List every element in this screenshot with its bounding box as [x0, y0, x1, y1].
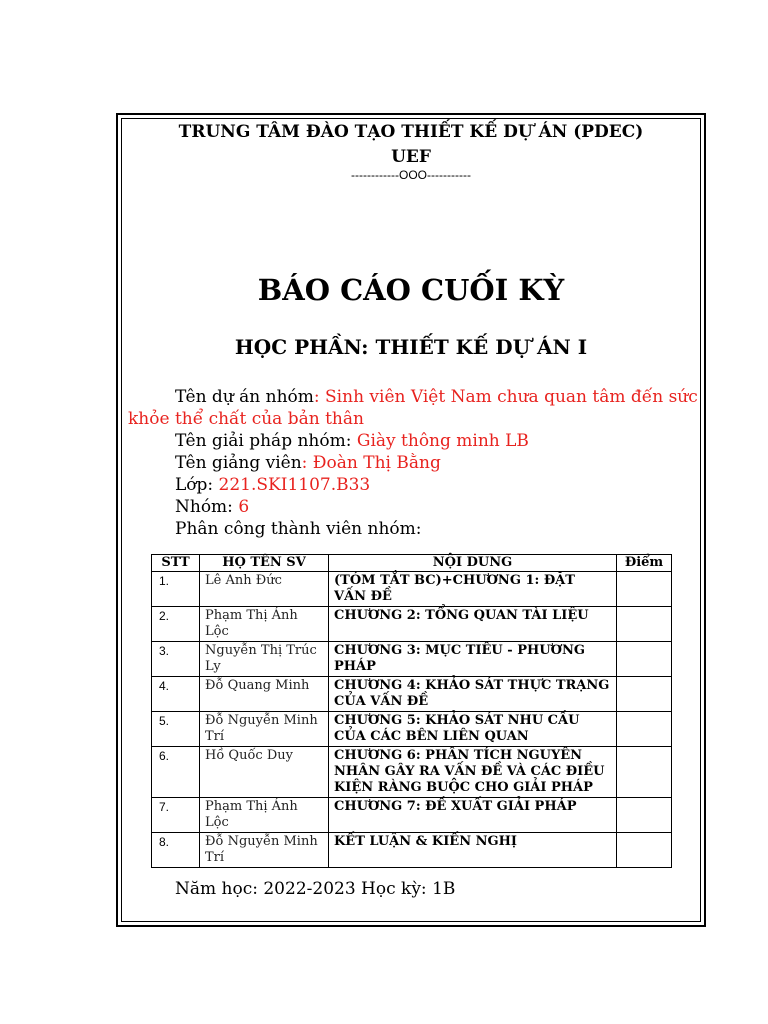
row-stt: 7.	[152, 798, 200, 833]
row-stt: 3.	[152, 642, 200, 677]
table-header-row	[152, 555, 672, 572]
row-name: Lê Anh Đức	[200, 572, 329, 607]
row-content: CHƯƠNG 6: PHÂN TÍCH NGUYÊN NHÂN GÂY RA VẤN ĐỀ VÀ CÁC ĐIỀU KIỆN RÀNG BUỘC CHO GIẢI PHÁP	[329, 747, 617, 798]
table-row	[152, 798, 672, 833]
project-info	[128, 386, 698, 540]
row-stt: 2.	[152, 607, 200, 642]
class-label: Lớp:	[175, 475, 219, 495]
row-score	[617, 747, 672, 798]
row-name: Đỗ Nguyễn Minh Trí	[200, 833, 329, 868]
row-stt: 5.	[152, 712, 200, 747]
assignment-label: Phân công thành viên nhóm:	[175, 519, 422, 539]
project-label: Tên dự án nhóm	[175, 387, 314, 407]
row-content: KẾT LUẬN & KIẾN NGHỊ	[329, 833, 617, 868]
row-name: Phạm Thị Ánh Lộc	[200, 798, 329, 833]
lecturer-line	[128, 452, 698, 474]
report-title: BÁO CÁO CUỐI KỲ	[257, 273, 565, 307]
row-content: CHƯƠNG 5: KHẢO SÁT NHU CẦU CỦA CÁC BÊN LIÊN QUAN	[329, 712, 617, 747]
member-assignment-table	[151, 554, 672, 868]
group-value: 6	[238, 497, 250, 517]
organization-name: TRUNG TÂM ĐÀO TẠO THIẾT KẾ DỰ ÁN (PDEC)	[178, 122, 644, 142]
row-name: Hồ Quốc Duy	[200, 747, 329, 798]
table-row	[152, 607, 672, 642]
row-score	[617, 677, 672, 712]
group-line	[128, 496, 698, 518]
row-score	[617, 833, 672, 868]
row-name: Phạm Thị Ánh Lộc	[200, 607, 329, 642]
row-score	[617, 607, 672, 642]
row-content: CHƯƠNG 2: TỔNG QUAN TÀI LIỆU	[329, 607, 617, 642]
table-row	[152, 747, 672, 798]
table-row	[152, 642, 672, 677]
solution-label: Tên giải pháp nhóm:	[175, 431, 357, 451]
table-row	[152, 833, 672, 868]
row-content: CHƯƠNG 3: MỤC TIÊU - PHƯƠNG PHÁP	[329, 642, 617, 677]
row-score	[617, 712, 672, 747]
row-content: CHƯƠNG 7: ĐỀ XUẤT GIẢI PHÁP	[329, 798, 617, 833]
class-value: 221.SKI1107.B33	[218, 475, 371, 495]
lecturer-label: Tên giảng viên	[175, 453, 302, 473]
table-row	[152, 677, 672, 712]
solution-value: Giày thông minh LB	[356, 431, 529, 451]
project-value: : Sinh viên Việt Nam chưa quan tâm đến sức	[313, 387, 698, 407]
row-content: CHƯƠNG 4: KHẢO SÁT THỰC TRẠNG CỦA VẤN ĐỀ	[329, 677, 617, 712]
row-stt: 8.	[152, 833, 200, 868]
header-score: Điểm	[617, 555, 672, 572]
table-row	[152, 572, 672, 607]
header-separator: ------------OOO-----------	[351, 168, 471, 182]
table-row	[152, 712, 672, 747]
row-stt: 1.	[152, 572, 200, 607]
row-stt: 6.	[152, 747, 200, 798]
row-score	[617, 642, 672, 677]
course-subtitle: HỌC PHẦN: THIẾT KẾ DỰ ÁN I	[234, 335, 588, 359]
row-content: (TÓM TẮT BC)+CHƯƠNG 1: ĐẶT VẤN ĐỀ	[329, 572, 617, 607]
group-label: Nhóm:	[175, 497, 239, 517]
organization-header	[121, 120, 701, 170]
lecturer-value: : Đoàn Thị Bằng	[301, 453, 441, 473]
project-name-line	[128, 386, 698, 408]
row-score	[617, 798, 672, 833]
row-stt: 4.	[152, 677, 200, 712]
header-name: HỌ TÊN SV	[200, 555, 329, 572]
row-score	[617, 572, 672, 607]
organization-abbrev: UEF	[391, 147, 431, 167]
academic-year: Năm học: 2022-2023 Học kỳ: 1B	[175, 879, 456, 899]
solution-line	[128, 430, 698, 452]
row-name: Đỗ Quang Minh	[200, 677, 329, 712]
header-content: NỘI DUNG	[329, 555, 617, 572]
project-value-cont: khỏe thể chất của bản thân	[128, 409, 364, 429]
header-stt: STT	[152, 555, 200, 572]
class-line	[128, 474, 698, 496]
row-name: Nguyễn Thị Trúc Ly	[200, 642, 329, 677]
row-name: Đỗ Nguyễn Minh Trí	[200, 712, 329, 747]
